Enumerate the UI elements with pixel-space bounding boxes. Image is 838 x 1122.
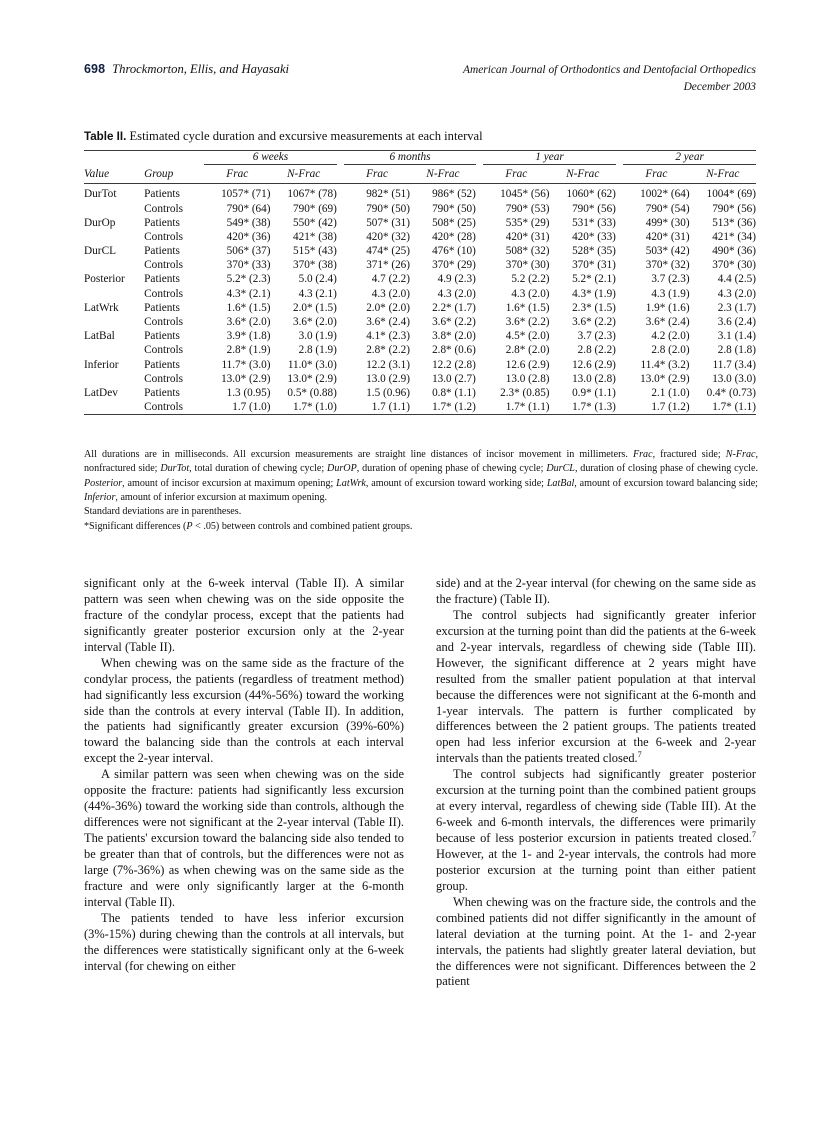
table-block (84, 128, 756, 415)
data-cell: 549* (38) (226, 216, 271, 229)
data-cell: 370* (31) (572, 259, 616, 272)
spacer-cell (476, 244, 483, 258)
spacer-cell (337, 151, 344, 165)
data-cell: 3.6* (2.4) (645, 316, 690, 329)
row-group-label: Controls (144, 316, 184, 329)
row-label-durop: DurOp (84, 216, 116, 229)
data-cell: 2.2* (1.7) (432, 301, 476, 314)
spacer-cell (616, 201, 623, 215)
data-cell: 790* (64) (226, 202, 271, 215)
spacer-cell (476, 315, 483, 329)
spacer-cell (476, 272, 483, 286)
data-cell: 2.8* (2.2) (366, 344, 410, 357)
table-row (84, 244, 756, 258)
table-row (84, 301, 756, 315)
spacer-cell (337, 244, 344, 258)
spacer-cell (476, 400, 483, 415)
interval-header-1-year: 1 year (483, 151, 616, 165)
data-cell: 4.4 (2.5) (717, 273, 756, 286)
data-cell: 3.7 (2.3) (577, 330, 616, 343)
data-cell: 790* (56) (572, 202, 616, 215)
data-cell: 2.3* (0.85) (500, 386, 550, 399)
body-paragraph: When chewing was on the same side as the fracture of the condylar process, the patients (regardless of treatment method) had significantly less excursion (44%-56%) toward the working side than the controls at every interval (Table II). In addition, the patients had significantly greater excursion (39%-60%) toward the balancing side than the controls at each interval except the 2-year interval. (84, 655, 404, 766)
data-cell: 370* (30) (505, 259, 550, 272)
spacer-cell (476, 258, 483, 272)
spacer-cell (616, 272, 623, 286)
data-cell: 4.3* (2.1) (226, 287, 271, 300)
spacer-cell (337, 400, 344, 415)
data-cell: 1.6* (1.5) (226, 301, 271, 314)
data-cell: 4.2 (2.0) (651, 330, 690, 343)
row-group-label: Patients (144, 330, 180, 343)
data-cell: 474* (25) (366, 245, 410, 258)
table-caption (84, 128, 756, 144)
data-cell: 420* (33) (572, 230, 616, 243)
column-header-1y-nfrac: N-Frac (550, 165, 616, 184)
row-group-label: Controls (144, 230, 184, 243)
body-column-left (84, 576, 404, 990)
data-cell: 1.7 (1.1) (344, 400, 410, 415)
spacer-cell (476, 386, 483, 400)
interval-header-row (84, 151, 756, 165)
data-cell: 13.0* (2.9) (221, 372, 271, 385)
spacer-cell (616, 244, 623, 258)
data-cell: 2.8* (0.6) (432, 344, 476, 357)
spacer-cell (337, 301, 344, 315)
data-cell: 2.0* (2.0) (366, 301, 410, 314)
table-row (84, 258, 756, 272)
row-label-posterior (84, 287, 144, 301)
data-cell: 2.3 (1.7) (717, 301, 756, 314)
data-cell: 2.3* (1.5) (572, 301, 616, 314)
spacer-cell (337, 201, 344, 215)
data-cell: 986* (52) (432, 188, 476, 201)
interval-header-6-months: 6 months (344, 151, 476, 165)
data-cell: 2.8 (1.8) (717, 344, 756, 357)
data-cell: 1.6* (1.5) (505, 301, 550, 314)
running-head-right (463, 62, 756, 95)
spacer-cell (476, 230, 483, 244)
data-cell: 420* (28) (432, 230, 476, 243)
column-header-group: Group (144, 165, 204, 184)
column-header-6m-frac: Frac (344, 165, 410, 184)
column-header-1y-frac: Frac (483, 165, 549, 184)
spacer-cell (337, 216, 344, 230)
data-cell: 5.2* (2.3) (226, 273, 271, 286)
data-cell: 421* (38) (293, 230, 337, 243)
spacer-cell (616, 258, 623, 272)
table-row (84, 372, 756, 386)
spacer-cell (337, 315, 344, 329)
data-cell: 982* (51) (366, 188, 410, 201)
row-label-latbal: LatBal (84, 330, 115, 343)
data-cell: 0.5* (0.88) (287, 386, 337, 399)
data-cell: 4.3* (1.9) (572, 287, 616, 300)
data-cell: 3.6* (2.0) (226, 316, 271, 329)
spacer-cell (476, 329, 483, 343)
row-group-label: Controls (144, 259, 184, 272)
data-cell: 1002* (64) (640, 188, 690, 201)
data-cell: 3.8* (2.0) (432, 330, 476, 343)
data-cell: 790* (69) (293, 202, 337, 215)
row-label-inferior (84, 372, 144, 386)
data-cell: 0.8* (1.1) (432, 386, 476, 399)
spacer-cell (616, 386, 623, 400)
footnote-marker: 7 (637, 750, 642, 760)
row-label-durcl (84, 258, 144, 272)
spacer-cell (337, 258, 344, 272)
column-header-2y-nfrac: N-Frac (690, 165, 756, 184)
spacer-cell (476, 287, 483, 301)
data-cell: 12.2 (2.8) (432, 358, 476, 371)
data-cell: 1.3 (0.95) (226, 386, 271, 399)
page-number: 698 (84, 62, 106, 76)
data-cell: 4.3 (2.0) (437, 287, 476, 300)
data-cell: 13.0 (3.0) (712, 372, 756, 385)
body-column-right (436, 576, 756, 990)
data-cell: 12.6 (2.9) (505, 358, 550, 371)
interval-header-6-weeks: 6 weeks (204, 151, 337, 165)
table-row (84, 329, 756, 343)
spacer-cell (616, 400, 623, 415)
data-cell: 13.0 (2.8) (505, 372, 550, 385)
row-group-label: Controls (144, 400, 204, 415)
data-cell: 508* (25) (432, 216, 476, 229)
data-cell: 11.7* (3.0) (221, 358, 271, 371)
spacer-cell (616, 287, 623, 301)
spacer-cell (337, 184, 344, 202)
column-header-6w-frac: Frac (204, 165, 270, 184)
data-cell: 4.3 (2.1) (298, 287, 337, 300)
data-cell: 0.9* (1.1) (572, 386, 616, 399)
body-paragraph: A similar pattern was seen when chewing was on the side opposite the fracture: patients had significantly less excursion (44%-36%) toward the working side than controls, although the differences were not significant at the 2-year interval (Table II). The patients' excursion toward the balancing side also tended to be greater than that of controls, but the differences were not as large (7%-36%) as when chewing was on the same side as the fracture and were only significantly larger at the 6-month interval (Table II). (84, 767, 404, 909)
footnote-significance: *Significant differences (P < .05) between controls and combined patient groups. (84, 520, 413, 532)
data-cell: 2.1 (1.0) (651, 386, 690, 399)
data-cell: 1004* (69) (706, 188, 756, 201)
spacer-cell (476, 201, 483, 215)
data-cell: 13.0 (2.8) (572, 372, 616, 385)
spacer-cell (476, 358, 483, 372)
table-row (84, 184, 756, 202)
data-cell: 2.8* (1.9) (226, 344, 271, 357)
data-cell: 1.7* (1.2) (410, 400, 476, 415)
row-group-label: Controls (144, 344, 184, 357)
row-label-posterior: Posterior (84, 273, 125, 286)
data-cell: 370* (32) (645, 259, 690, 272)
data-cell: 1.7 (1.0) (204, 400, 270, 415)
interval-header-2-year: 2 year (623, 151, 756, 165)
data-cell: 3.6* (2.0) (293, 316, 337, 329)
row-group-label: Patients (144, 245, 180, 258)
table-row (84, 201, 756, 215)
data-cell: 790* (50) (366, 202, 410, 215)
row-group-label: Patients (144, 273, 180, 286)
data-cell: 4.3 (2.0) (717, 287, 756, 300)
spacer-cell (616, 343, 623, 357)
table-row (84, 386, 756, 400)
data-cell: 790* (53) (505, 202, 550, 215)
row-label-latwrk (84, 315, 144, 329)
spacer-cell (476, 165, 483, 184)
column-header-value: Value (84, 165, 144, 184)
row-label-latdev: LatDev (84, 386, 118, 399)
footnote-marker: 7 (751, 829, 756, 839)
data-cell: 4.7 (2.2) (371, 273, 410, 286)
row-label-inferior: Inferior (84, 358, 119, 371)
data-cell: 1067* (78) (287, 188, 337, 201)
table-row (84, 216, 756, 230)
data-cell: 3.6 (2.4) (717, 316, 756, 329)
spacer-cell (337, 329, 344, 343)
spacer-cell (616, 184, 623, 202)
spacer-cell (337, 272, 344, 286)
spacer-cell (616, 315, 623, 329)
data-cell: 420* (36) (226, 230, 271, 243)
data-cell: 790* (50) (432, 202, 476, 215)
spacer-cell (84, 151, 144, 165)
data-cell: 2.8* (2.0) (505, 344, 550, 357)
table-row (84, 315, 756, 329)
body-paragraph: The control subjects had significantly greater inferior excursion at the turning point than did the patients at the 6-week and 2-year intervals, regardless of chewing side (Table III). However, the significant difference at 2 years might have resulted from the smaller patient population at that interval because the differences were not significant at the 6-month and 1-year intervals. The pattern is further complicated by differences between the 2 patient groups. The patients treated open had less inferior excursion at the 6-week and 2-year intervals than the patients treated closed.$^7$ (436, 607, 756, 766)
body-paragraph: significant only at the 6-week interval (Table II). A similar pattern was seen when chewing was on the side opposite the fracture of the condylar process, except that the patients had significantly greater posterior excursion only at the 2-year interval (Table II). (84, 576, 404, 654)
data-cell: 420* (31) (505, 230, 550, 243)
data-cell: 550* (42) (293, 216, 337, 229)
spacer-cell (337, 343, 344, 357)
data-cell: 3.9* (1.8) (226, 330, 271, 343)
data-cell: 13.0* (2.9) (640, 372, 690, 385)
data-cell: 370* (29) (432, 259, 476, 272)
data-cell: 5.0 (2.4) (298, 273, 337, 286)
body-paragraph: The control subjects had significantly greater posterior excursion at the turning point than the combined patient groups at every interval, regardless of chewing side (Table III). At the 6-week and 6-month intervals, the differences were primarily because of less posterior excursion in patients treated closed.$^7$ However, at the 1- and 2-year intervals, the controls had more posterior excursion at the turning point than either patient group. (436, 767, 756, 893)
data-cell: 11.7 (3.4) (712, 358, 756, 371)
data-cell: 420* (32) (366, 230, 410, 243)
data-cell: 11.4* (3.2) (640, 358, 690, 371)
table-row (84, 343, 756, 357)
spacer-cell (616, 151, 623, 165)
running-head (84, 62, 756, 95)
data-cell: 4.9 (2.3) (437, 273, 476, 286)
data-cell: 503* (42) (645, 245, 690, 258)
data-cell: 508* (32) (505, 245, 550, 258)
data-cell: 528* (35) (572, 245, 616, 258)
row-group-label: Patients (144, 188, 180, 201)
column-header-6w-nfrac: N-Frac (270, 165, 336, 184)
data-cell: 4.3 (2.0) (371, 287, 410, 300)
data-cell: 4.3 (2.0) (511, 287, 550, 300)
spacer-cell (337, 386, 344, 400)
row-group-label: Patients (144, 386, 180, 399)
spacer-cell (616, 165, 623, 184)
data-cell: 3.7 (2.3) (651, 273, 690, 286)
data-cell: 2.8 (1.9) (298, 344, 337, 357)
data-cell: 1.7* (1.0) (270, 400, 336, 415)
row-label-latbal (84, 343, 144, 357)
data-cell: 1057* (71) (221, 188, 271, 201)
data-cell: 513* (36) (712, 216, 756, 229)
table-row (84, 400, 756, 415)
data-cell: 5.2* (2.1) (572, 273, 616, 286)
running-head-authors: Throckmorton, Ellis, and Hayasaki (112, 62, 290, 76)
data-cell: 1.7 (1.2) (623, 400, 689, 415)
data-cell: 5.2 (2.2) (511, 273, 550, 286)
spacer-cell (476, 343, 483, 357)
spacer-cell (476, 216, 483, 230)
data-cell: 4.3 (1.9) (651, 287, 690, 300)
journal-title: American Journal of Orthodontics and Dentofacial Orthopedics (463, 64, 756, 76)
body-paragraph: side) and at the 2-year interval (for chewing on the same side as the fracture) (Table II). (436, 576, 756, 606)
row-group-label: Patients (144, 301, 180, 314)
data-cell: 476* (10) (432, 245, 476, 258)
row-group-label: Controls (144, 372, 184, 385)
row-label-durcl: DurCL (84, 245, 117, 258)
data-cell: 2.8 (2.0) (651, 344, 690, 357)
data-cell: 515* (43) (293, 245, 337, 258)
data-cell: 790* (54) (645, 202, 690, 215)
spacer-cell (616, 358, 623, 372)
table-row (84, 230, 756, 244)
data-cell: 499* (30) (645, 216, 690, 229)
spacer-cell (616, 329, 623, 343)
row-group-label: Patients (144, 216, 180, 229)
table-caption-text: Estimated cycle duration and excursive measurements at each interval (129, 129, 483, 143)
data-cell: 1.7* (1.3) (550, 400, 616, 415)
data-cell: 507* (31) (366, 216, 410, 229)
spacer-cell (616, 230, 623, 244)
data-cell: 490* (36) (712, 245, 756, 258)
spacer-cell (337, 165, 344, 184)
data-cell: 421* (34) (712, 230, 756, 243)
data-cell: 3.0 (1.9) (298, 330, 337, 343)
data-cell: 12.2 (3.1) (366, 358, 410, 371)
table-row (84, 287, 756, 301)
data-cell: 0.4* (0.73) (706, 386, 756, 399)
data-cell: 370* (30) (712, 259, 756, 272)
body-paragraph: The patients tended to have less inferior excursion (3%-15%) during chewing than the controls at all intervals, but the differences were statistically significant only at the 6-week interval (for chewing on either (84, 910, 404, 973)
table-number: Table II. (84, 130, 127, 143)
running-head-left (84, 62, 289, 78)
column-header-6m-nfrac: N-Frac (410, 165, 476, 184)
spacer-cell (476, 184, 483, 202)
data-cell: 13.0* (2.9) (287, 372, 337, 385)
data-cell: 1060* (62) (566, 188, 616, 201)
table-head (84, 151, 756, 184)
spacer-cell (476, 301, 483, 315)
data-cell: 11.0* (3.0) (287, 358, 337, 371)
row-label-durtot (84, 201, 144, 215)
row-label-latdev (84, 400, 144, 415)
row-group-label: Controls (144, 287, 184, 300)
data-cell: 4.1* (2.3) (366, 330, 410, 343)
data-cell: 4.5* (2.0) (505, 330, 550, 343)
row-group-label: Controls (144, 202, 184, 215)
data-cell: 420* (31) (645, 230, 690, 243)
spacer-cell (337, 230, 344, 244)
data-cell: 371* (26) (366, 259, 410, 272)
spacer-cell (476, 151, 483, 165)
data-cell: 3.1 (1.4) (717, 330, 756, 343)
data-cell: 13.0 (2.7) (432, 372, 476, 385)
table-footnotes (84, 448, 758, 534)
data-cell: 1.7* (1.1) (690, 400, 756, 415)
spacer-cell (616, 216, 623, 230)
column-header-2y-frac: Frac (623, 165, 689, 184)
table-body (84, 184, 756, 415)
spacer-cell (616, 372, 623, 386)
body-columns (84, 576, 756, 990)
table-row (84, 358, 756, 372)
data-cell: 535* (29) (505, 216, 550, 229)
body-paragraph: When chewing was on the fracture side, the controls and the combined patients did not differ significantly in the amount of lateral deviation at the turning point. At the 1- and 2-year intervals, the patients had slightly greater lateral deviation, but the differences were not significant. Differences between the 2 patient (436, 894, 756, 989)
spacer-cell (144, 151, 204, 165)
data-cell: 2.8 (2.2) (577, 344, 616, 357)
data-cell: 790* (56) (712, 202, 756, 215)
row-label-durop (84, 230, 144, 244)
spacer-cell (476, 372, 483, 386)
data-cell: 1.7* (1.1) (483, 400, 549, 415)
row-label-latwrk: LatWrk (84, 301, 119, 314)
data-cell: 506* (37) (226, 245, 271, 258)
row-label-durtot: DurTot (84, 188, 117, 201)
footnote-sd: Standard deviations are in parentheses. (84, 506, 242, 518)
issue-date: December 2003 (683, 80, 756, 93)
data-cell: 370* (33) (226, 259, 271, 272)
data-cell: 370* (38) (293, 259, 337, 272)
spacer-cell (337, 287, 344, 301)
table-row (84, 272, 756, 286)
footnote-abbreviations: All durations are in milliseconds. All excursion measurements are straight line distances of incisor movement in millimeters. Frac, fractured side; N-Frac, nonfractured side; DurTot, total duration of chewing cycle; DurOP, duration of opening phase of chewing cycle; DurCL, duration of closing phase of chewing cycle. Posterior, amount of incisor excursion at maximum opening; LatWrk, amount of excursion toward working side; LatBal, amount of excursion toward balancing side; Inferior, amount of inferior excursion at maximum opening. (84, 449, 758, 503)
results-table (84, 150, 756, 415)
spacer-cell (337, 372, 344, 386)
data-cell: 2.0* (1.5) (293, 301, 337, 314)
row-group-label: Patients (144, 358, 180, 371)
data-cell: 3.6* (2.4) (366, 316, 410, 329)
side-header-row (84, 165, 756, 184)
data-cell: 13.0 (2.9) (366, 372, 410, 385)
data-cell: 1045* (56) (500, 188, 550, 201)
data-cell: 1.5 (0.96) (366, 386, 410, 399)
data-cell: 12.6 (2.9) (572, 358, 616, 371)
data-cell: 3.6* (2.2) (432, 316, 476, 329)
spacer-cell (616, 301, 623, 315)
data-cell: 1.9* (1.6) (645, 301, 690, 314)
data-cell: 3.6* (2.2) (505, 316, 550, 329)
spacer-cell (337, 358, 344, 372)
data-cell: 531* (33) (572, 216, 616, 229)
data-cell: 3.6* (2.2) (572, 316, 616, 329)
